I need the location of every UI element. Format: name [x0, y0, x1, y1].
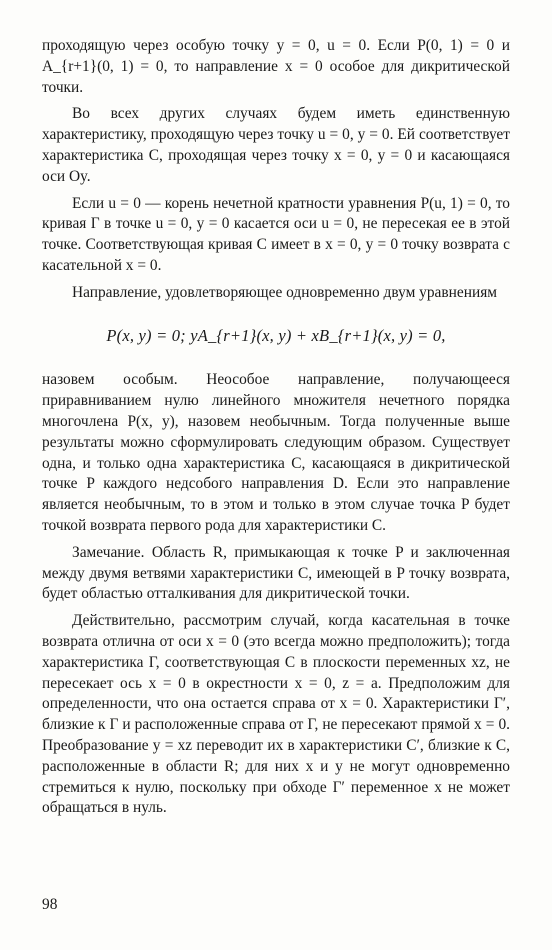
- paragraph-5: назовем особым. Неособое направление, получающееся приравниванием нулю линейного множителя нечетного порядка многочлена P(x, y), назовем необычным. Тогда полученные выше результаты можно сформулировать следующим образом. Существует одна, и только одна характеристика C, касающаяся в дикритической точке P каждого недсобого направления D. Если это направление является необычным, то в этом и только в этом случае точка P будет точкой возврата первого рода для характеристики C.: [42, 371, 510, 534]
- paragraph-1: проходящую через особую точку y = 0, u = 0. Если P(0, 1) = 0 и A_{r+1}(0, 1) = 0, то направление x = 0 особое для дикритической точки.: [42, 37, 510, 96]
- paragraph-6: Замечание. Область R, примыкающая к точке P и заключенная между двумя ветвями характеристики C, имеющей в P точку возврата, будет областью отталкивания для дикритической точки.: [42, 543, 510, 603]
- body-text: [42, 36, 510, 825]
- page-number: 98: [42, 896, 58, 913]
- paragraph-2: Во всех других случаях будем иметь единственную характеристику, проходящую через точку u = 0, y = 0. Ей соответствует характеристика C, проходящая через точку x = 0, y = 0 и касающаяся оси Oy.: [42, 105, 510, 185]
- display-formula: P(x, y) = 0; yA_{r+1}(x, y) + xB_{r+1}(x, y) = 0,: [106, 325, 446, 345]
- paragraph-4: Направление, удовлетворяющее одновременно двум уравнениям: [72, 283, 498, 301]
- paragraph-7: Действительно, рассмотрим случай, когда касательная в точке возврата отлична от оси x = 0 (это всегда можно предположить); тогда характеристика Γ, соответствующая C в плоскости переменных xz, не пересекает ось x = 0 в окрестности x = 0, z = a. Предположим для определенности, что она остается справа от x = 0. Характеристики Γ′, близкие к Γ и расположенные справа от Γ, не пересекают прямой x = 0. Преобразование y = xz переводит их в характеристики C′, близкие к C, расположенные в области R; для них x и y не могут одновременно стремиться к нулю, поскольку при обходе Γ′ переменное x не может обращаться в нуль.: [42, 612, 510, 817]
- paragraph-3: Если u = 0 — корень нечетной кратности уравнения P(u, 1) = 0, то кривая Γ в точке u = 0, y = 0 касается оси u = 0, не пересекая ее в этой точке. Соответствующая кривая C имеет в x = 0, y = 0 точку возврата с касательной x = 0.: [42, 194, 510, 274]
